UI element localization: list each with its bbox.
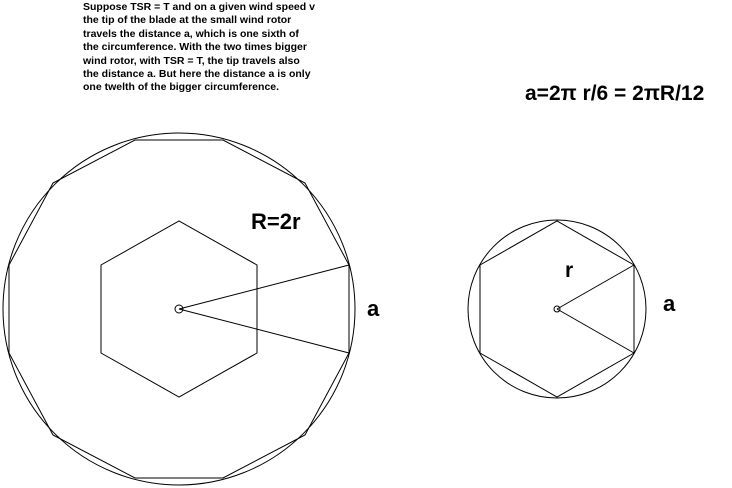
large-radius-label: R=2r xyxy=(251,209,301,234)
description-line: wind rotor, with TSR = T, the tip travels also xyxy=(83,54,300,67)
small-radius-label: r xyxy=(565,259,574,282)
small-radius-line-lower xyxy=(557,309,634,353)
small-arc-label: a xyxy=(663,291,676,316)
large-radius-line-upper xyxy=(179,265,349,309)
large-radius-line-lower xyxy=(179,309,349,353)
description-line: the distance a. But here the distance a is only xyxy=(83,68,311,81)
description-line: travels the distance a, which is one sixth of xyxy=(83,27,299,40)
description-line: the circumference. With the two times bigger xyxy=(83,41,307,54)
description-line: one twelth of the bigger circumference. xyxy=(83,81,280,94)
description-line: the tip of the blade at the small wind rotor xyxy=(83,14,292,27)
description-line: Suppose TSR = T and on a given wind speed v xyxy=(83,1,315,13)
formula: a=2π r/6 = 2πR/12 xyxy=(525,82,705,105)
large-arc-label: a xyxy=(367,296,380,321)
